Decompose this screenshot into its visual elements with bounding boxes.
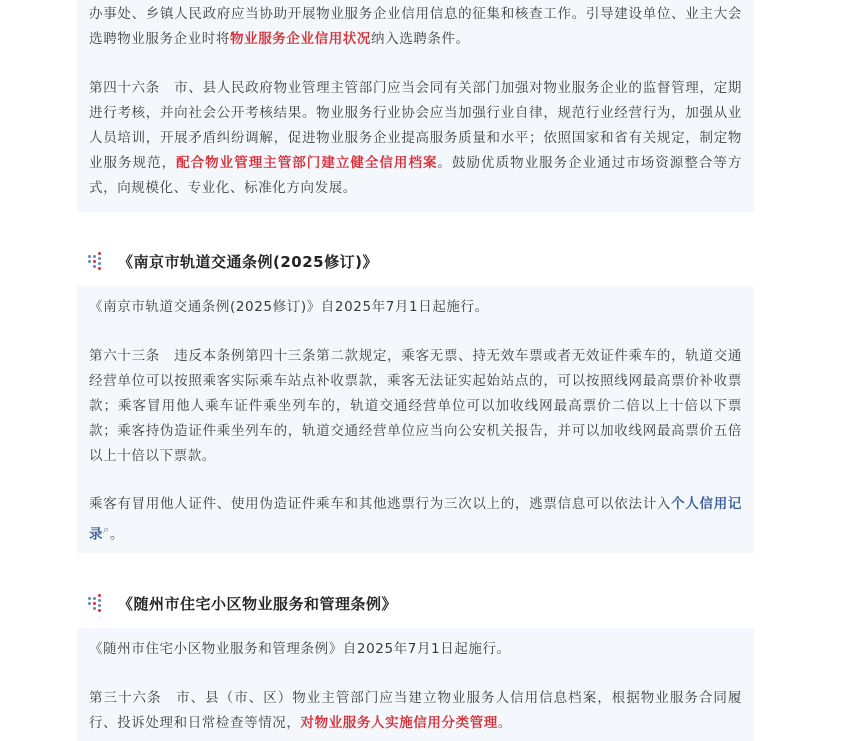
section1-paragraph-2: 第四十六条 市、县人民政府物业管理主管部门应当会同有关部门加强对物业服务企业的监督管理，定期进行考核，并向社会公开考核结果。物业服务行业协会应当加强行业自律，规范行业经营行为，加强从业人员培训，开展矛盾纠纷调解，促进物业服务企业提高服务质量和水平；依照国家和省有关规定，制定物业服务规范，配合物业管理主管部门建立健全信用档案。鼓励优质物业服务企业通过市场资源整合等方式，向规模化、专业化、标准化方向发展。 [89, 80, 742, 196]
credit-record-link[interactable]: 个人信用记录 [89, 496, 742, 543]
section3-card [77, 628, 754, 741]
section1-paragraph-1: 办事处、乡镇人民政府应当协助开展物业服务企业信用信息的征集和核查工作。引导建设单位、业主大会选聘物业服务企业时将物业服务企业信用状况纳入选聘条件。 [89, 6, 742, 47]
section2-card [77, 286, 754, 553]
section3-paragraph-1: 《随州市住宅小区物业服务和管理条例》自2025年7月1日起施行。 [89, 641, 511, 657]
section3-heading [88, 590, 397, 616]
highlight-text: 对物业服务人实施信用分类管理 [300, 715, 498, 731]
section1-card [77, 0, 754, 212]
highlight-text: 物业服务企业信用状况 [230, 31, 371, 47]
section3-paragraph-2: 第三十六条 市、县（市、区）物业主管部门应当建立物业服务人信用信息档案，根据物业服务合同履行、投诉处理和日常检查等情况，对物业服务人实施信用分类管理。 [89, 690, 742, 731]
section2-heading [88, 248, 378, 274]
search-icon[interactable]: ⌕ [103, 523, 110, 536]
section2-paragraph-1: 《南京市轨道交通条例(2025修订)》自2025年7月1日起施行。 [89, 299, 489, 315]
section2-paragraph-2: 第六十三条 违反本条例第四十三条第二款规定，乘客无票、持无效车票或者无效证件乘车的，轨道交通经营单位可以按照乘客实际乘车站点补收票款，乘客无法证实起始站点的，可以按照线网最高票价补收票款；乘客冒用他人乘车证件乘坐列车的，轨道交通经营单位可以加收线网最高票价二倍以上十倍以下票款；乘客持伪造证件乘坐列车的，轨道交通经营单位应当向公安机关报告，并可以加收线网最高票价五倍以上十倍以下票款。 [89, 348, 742, 464]
dots-grid-icon [88, 252, 106, 270]
section2-title: 《南京市轨道交通条例(2025修订)》 [118, 252, 378, 271]
dots-grid-icon [88, 594, 106, 612]
section2-paragraph-3: 乘客有冒用他人证件、使用伪造证件乘车和其他逃票行为三次以上的，逃票信息可以依法计入个人信用记录⌕。 [89, 496, 742, 543]
section3-title: 《随州市住宅小区物业服务和管理条例》 [118, 594, 398, 613]
highlight-text: 配合物业管理主管部门建立健全信用档案 [176, 155, 438, 171]
